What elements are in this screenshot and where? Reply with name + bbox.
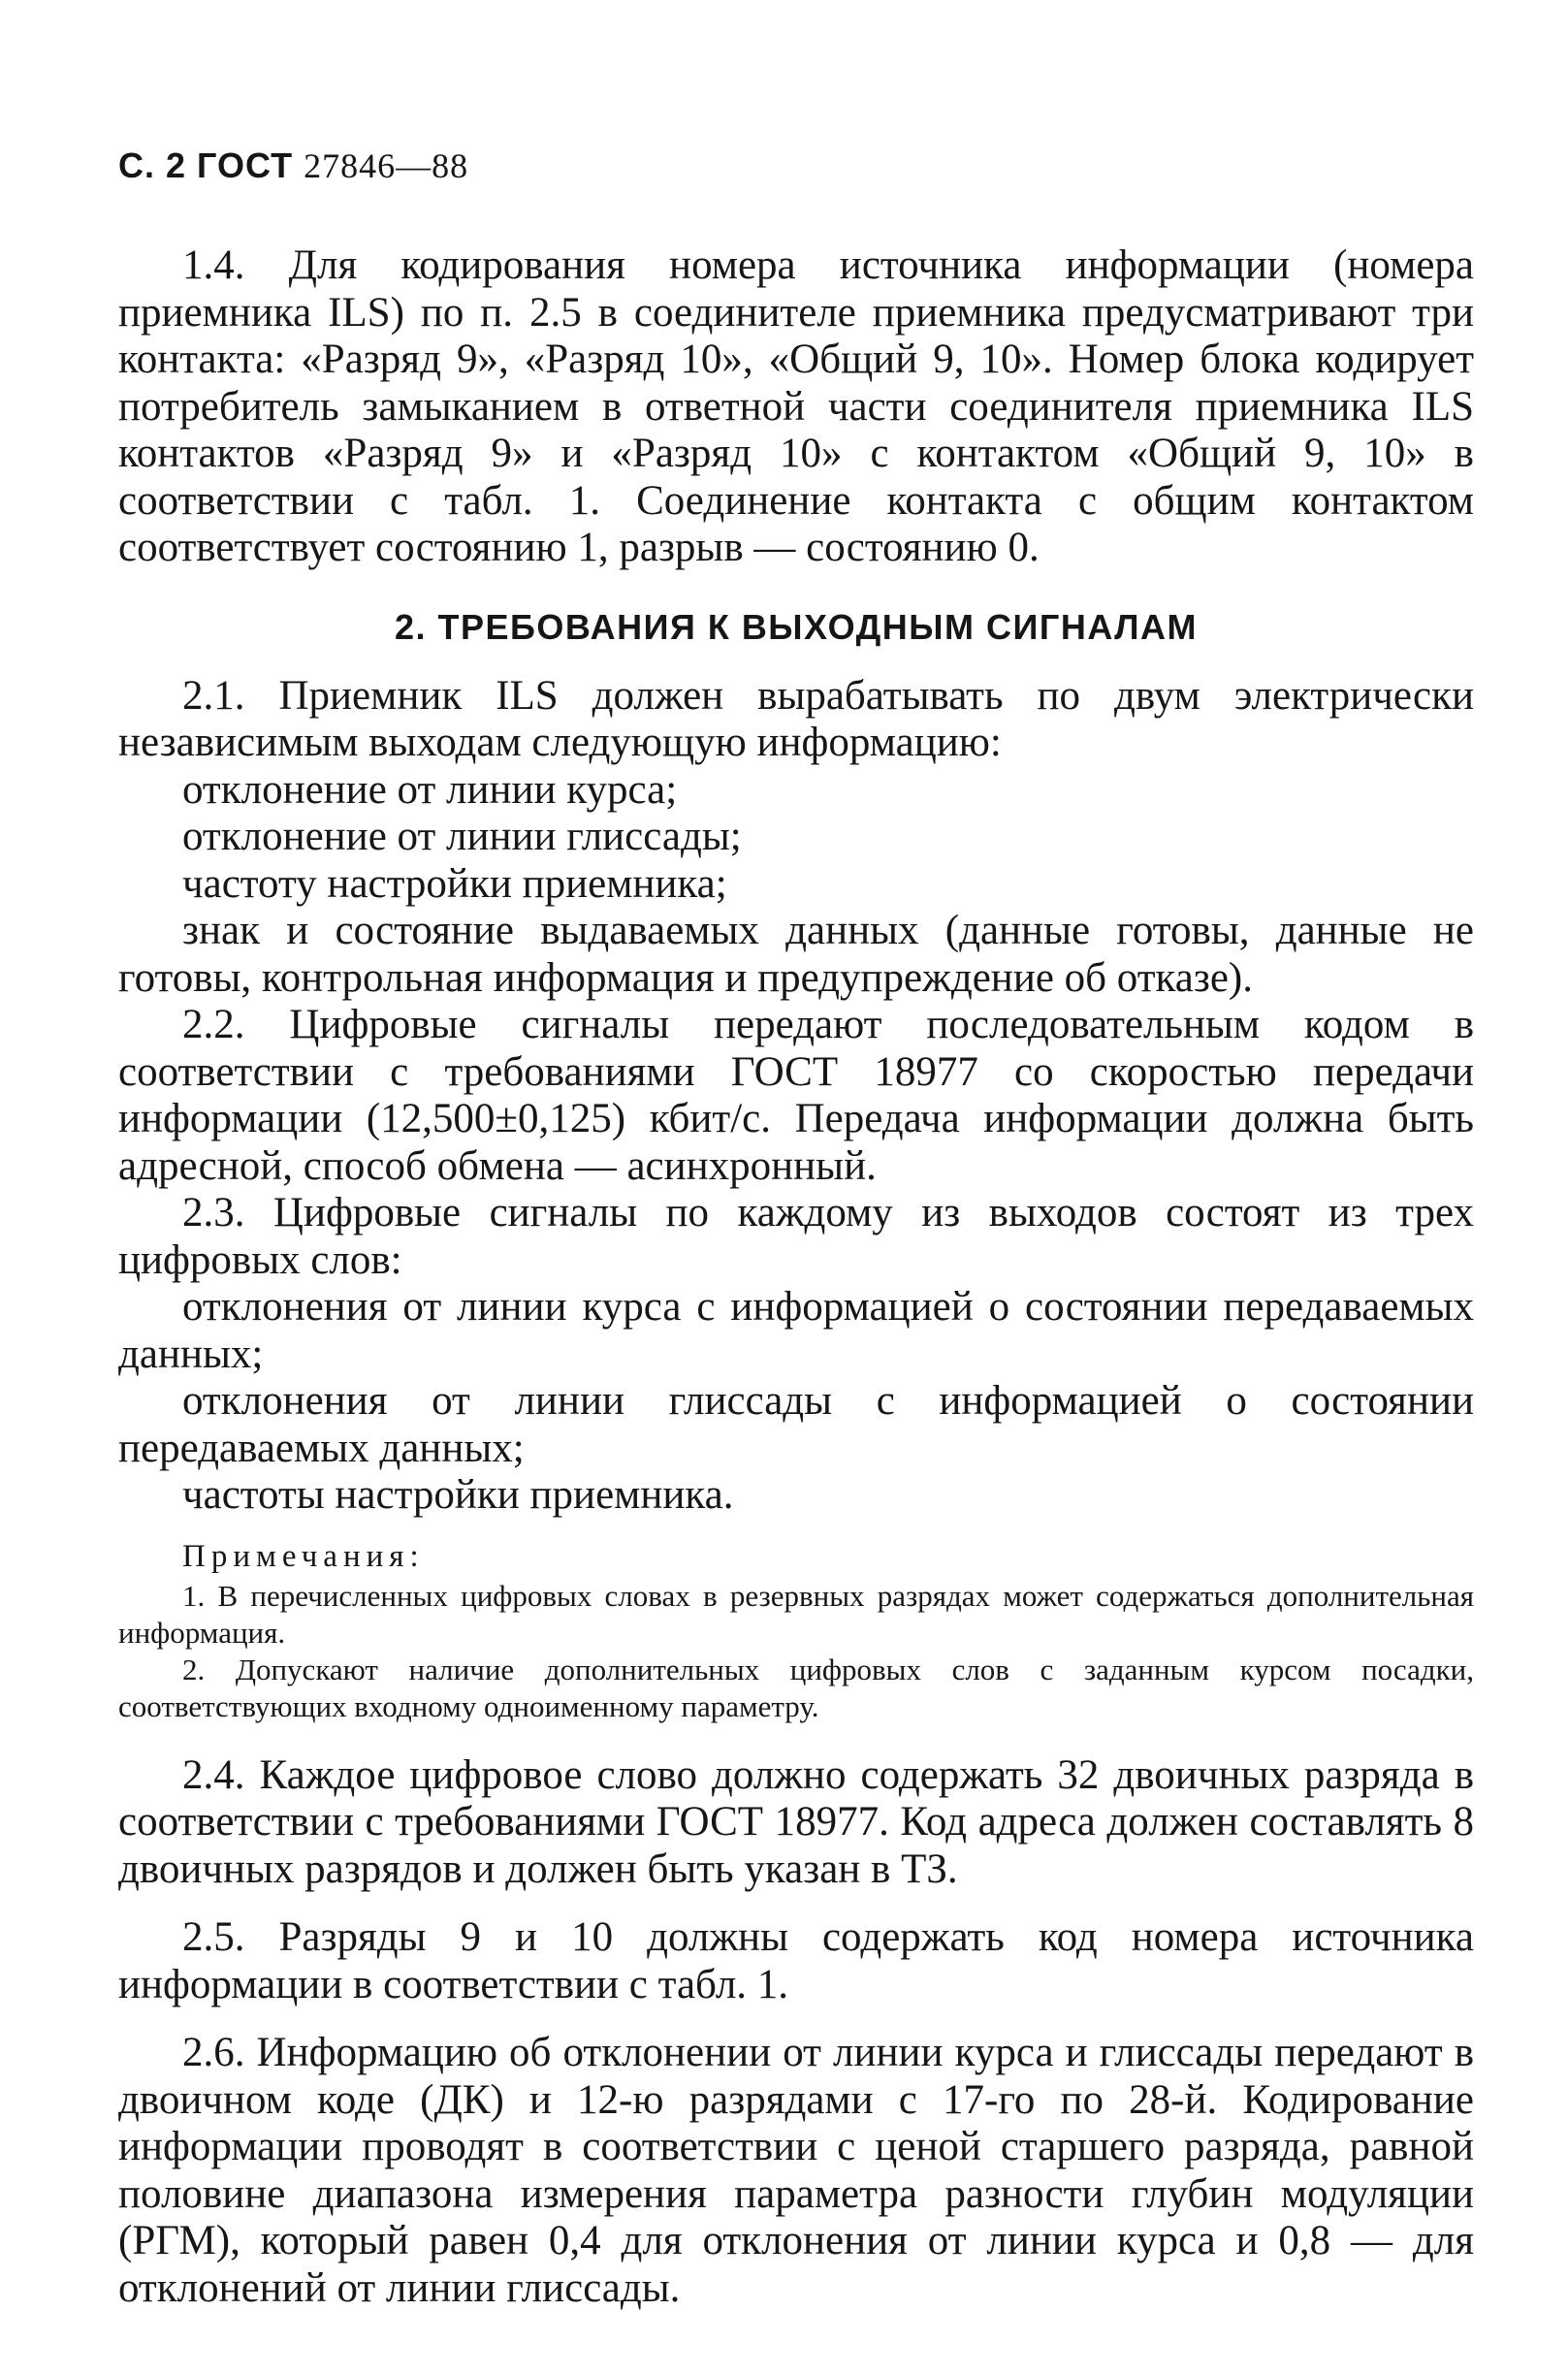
list-item: частоты настройки приемника.: [182, 1472, 734, 1518]
gost-label: ГОСТ: [197, 145, 294, 185]
list-item: отклонение от линии глиссады;: [182, 814, 742, 859]
paragraph-2-1: 2.1. Приемник ILS должен вырабатывать по двум электрически независимым выходам следующую информацию:: [118, 672, 1474, 765]
paragraph-2-3: 2.3. Цифровые сигналы по каждому из выходов состоят из трех цифровых слов:: [118, 1190, 1474, 1283]
gost-number: 27846—88: [304, 146, 469, 185]
document-page: [118, 145, 1474, 2312]
notes-title: Примечания:: [182, 1538, 425, 1574]
paragraph-2-4: 2.4. Каждое цифровое слово должно содержать 32 двоичных разряда в соответствии с требованиями ГОСТ 18977. Код адреса должен составлять 8 двоичных разрядов и должен быть указан в ТЗ.: [118, 1751, 1474, 1892]
list-item: частоту настройки приемника;: [182, 860, 727, 907]
list-item: знак и состояние выдаваемых данных (данные готовы, данные не готовы, контрольная информация и предупреждение об отказе).: [118, 908, 1474, 1001]
note-item: 2. Допускают наличие дополнительных цифровых слов с заданным курсом посадки, соответствующих входному одноименному параметру.: [118, 1652, 1474, 1723]
section-2-title: 2. ТРЕБОВАНИЯ К ВЫХОДНЫМ СИГНАЛАМ: [394, 606, 1199, 647]
list-item: отклонения от линии глиссады с информацией о состоянии передаваемых данных;: [118, 1378, 1474, 1471]
paragraph-2-2: 2.2. Цифровые сигналы передают последовательным кодом в соответствии с требованиями ГОСТ 18977 со скоростью передачи информации (12,500±0,125) кбит/с. Передача информации должна быть адресной, способ обмена — асинхронный.: [118, 1002, 1474, 1189]
list-item: отклонение от линии курса;: [182, 766, 678, 813]
paragraph-2-6: 2.6. Информацию об отклонении от линии курса и глиссады передают в двоичном коде (ДК) и 12-ю разрядами с 17-го по 28-й. Кодирование информации проводят в соответствии с ценой старшего разряда, равной половине диапазона измерения параметра разности глубин модуляции (РГМ), который равен 0,4 для отклонения от линии курса и 0,8 — для отклонений от линии глиссады.: [118, 2030, 1474, 2311]
notes-block: [118, 1537, 1474, 1725]
note-item: 1. В перечисленных цифровых словах в резервных разрядах может содержаться дополнительная информация.: [118, 1578, 1474, 1650]
page-header: [118, 145, 1474, 186]
paragraph-1-4: 1.4. Для кодирования номера источника информации (номера приемника ILS) по п. 2.5 в соединителе приемника предусматривают три контакта: «Разряд 9», «Разряд 10», «Общий 9, 10». Номер блока кодирует потребитель замыканием в ответной части соединителя приемника ILS контактов «Разряд 9» и «Разряд 10» с контактом «Общий 9, 10» в соответствии с табл. 1. Соединение контакта с общим контактом соответствует состоянию 1, разрыв — состоянию 0.: [118, 242, 1474, 570]
output-info-list: [118, 767, 1474, 1003]
list-item: отклонения от линии курса с информацией о состоянии передаваемых данных;: [118, 1284, 1474, 1377]
paragraph-2-5: 2.5. Разряды 9 и 10 должны содержать код номера источника информации в соответствии с табл. 1.: [118, 1914, 1474, 2007]
page-number: С. 2: [118, 145, 187, 185]
digital-words-list: [118, 1284, 1474, 1520]
